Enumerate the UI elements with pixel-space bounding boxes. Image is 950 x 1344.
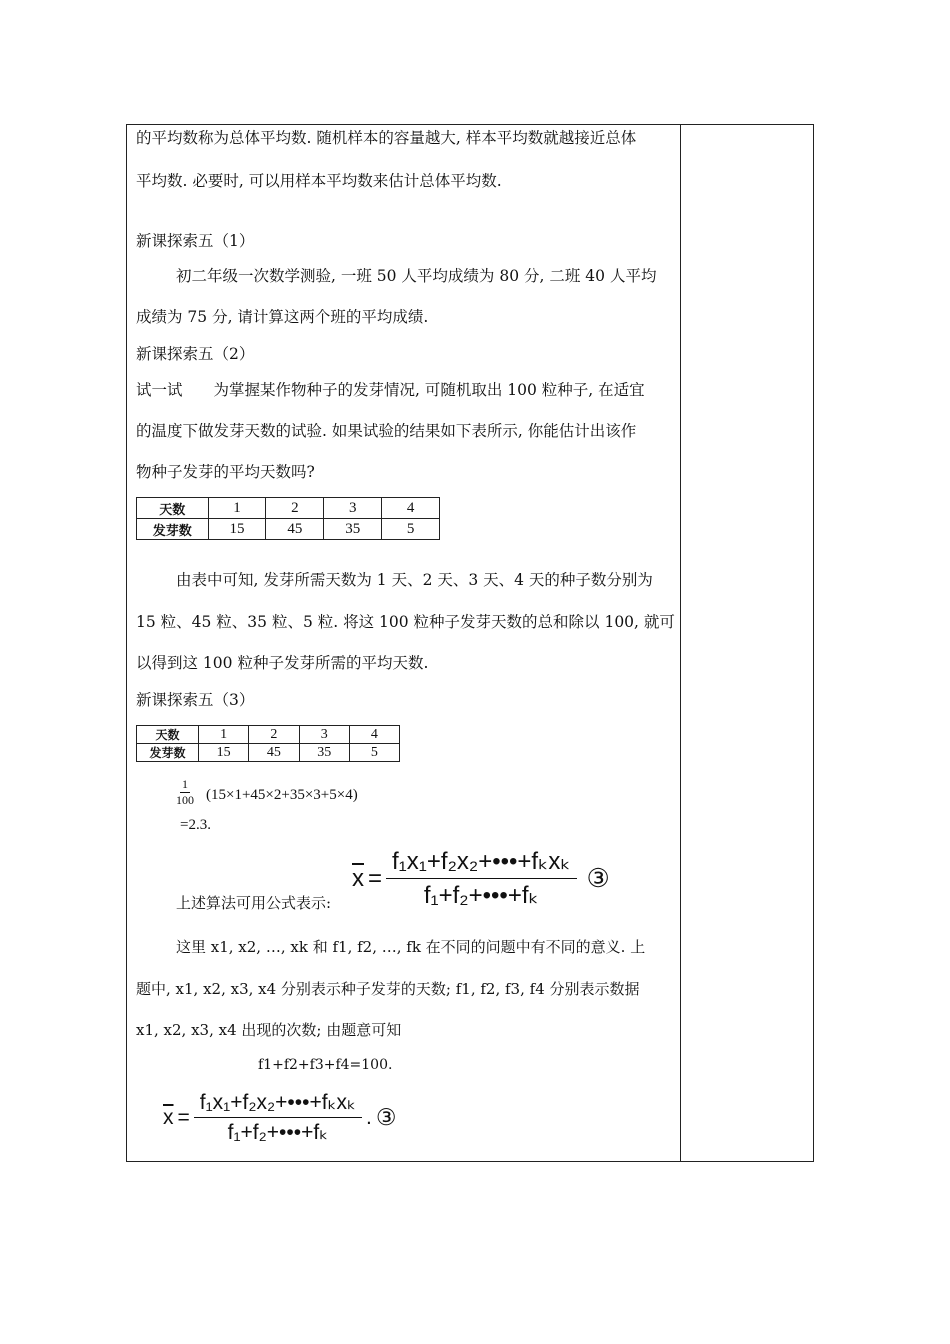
table-cell: 5 — [382, 519, 440, 540]
table-cell: 35 — [324, 519, 382, 540]
table-cell: 1 — [208, 498, 266, 519]
equation-label: ③ — [586, 863, 610, 893]
formula-numerator: f₁x₁+f₂x₂+•••+fₖxₖ — [194, 1090, 362, 1118]
x-bar-symbol: $\overline{x}$ — [352, 864, 364, 892]
germination-table-small — [136, 725, 400, 762]
germination-table — [136, 497, 440, 540]
table-cell: 发芽数 — [137, 519, 209, 540]
equals-sign: = — [368, 864, 383, 892]
text-line: 成绩为 75 分, 请计算这两个班的平均成绩. — [136, 308, 429, 326]
table-cell: 1 — [199, 726, 249, 744]
table-cell: 天数 — [137, 726, 199, 744]
formula-fraction — [194, 1090, 362, 1145]
fraction-numerator: 1 — [182, 777, 188, 791]
period: . — [365, 1105, 372, 1129]
table-cell: 天数 — [137, 498, 209, 519]
text-line: 15 粒、45 粒、35 粒、5 粒. 将这 100 粒种子发芽天数的总和除以 100, 就可 — [136, 613, 675, 631]
text-line: 这里 x1, x2, …, xk 和 f1, f2, …, fk 在不同的问题中有不同的意义. 上 — [176, 938, 646, 956]
text-line: 试一试 为掌握某作物种子的发芽情况, 可随机取出 100 粒种子, 在适宜 — [136, 381, 645, 399]
text-line: 平均数. 必要时, 可以用样本平均数来估计总体平均数. — [136, 172, 502, 190]
table-row — [137, 726, 400, 744]
formula-fraction — [386, 847, 577, 910]
table-cell: 发芽数 — [137, 744, 199, 762]
text-line: 物种子发芽的平均天数吗? — [136, 463, 315, 481]
calculation-expression: (15×1+45×2+35×3+5×4) — [206, 787, 358, 803]
table-cell: 4 — [349, 726, 399, 744]
table-cell: 45 — [249, 744, 299, 762]
table-cell: 5 — [349, 744, 399, 762]
table-row — [137, 519, 440, 540]
text-line: 的温度下做发芽天数的试验. 如果试验的结果如下表所示, 你能估计出该作 — [136, 422, 637, 440]
mean-formula — [352, 847, 610, 910]
column-divider — [680, 124, 681, 1162]
text-line: 初二年级一次数学测验, 一班 50 人平均成绩为 80 分, 二班 40 人平均 — [176, 267, 657, 285]
text-line: 题中, x1, x2, x3, x4 分别表示种子发芽的天数; f1, f2, f3, f4 分别表示数据 — [136, 980, 640, 998]
formula-denominator: f₁+f₂+•••+fₖ — [227, 1121, 329, 1144]
fraction-one-hundredth — [176, 777, 194, 808]
table-cell: 3 — [324, 498, 382, 519]
table-cell: 15 — [199, 744, 249, 762]
table-cell: 35 — [299, 744, 349, 762]
table-cell: 2 — [266, 498, 324, 519]
mean-formula-repeat — [163, 1090, 396, 1145]
table-cell: 15 — [208, 519, 266, 540]
x-bar-symbol: $\overline{x}$ — [163, 1105, 174, 1129]
section-heading: 新课探索五（1） — [136, 232, 255, 250]
equation-label: ③ — [375, 1104, 397, 1130]
formula-intro: 上述算法可用公式表示: — [176, 894, 332, 912]
table-cell: 4 — [382, 498, 440, 519]
table-row — [137, 744, 400, 762]
text-line: 由表中可知, 发芽所需天数为 1 天、2 天、3 天、4 天的种子数分别为 — [176, 571, 653, 589]
text-line: 的平均数称为总体平均数. 随机样本的容量越大, 样本平均数就越接近总体 — [136, 129, 637, 147]
fraction-denominator: 100 — [176, 793, 194, 807]
calculation-result: =2.3. — [180, 817, 211, 833]
table-cell: 45 — [266, 519, 324, 540]
text-line: 以得到这 100 粒种子发芽所需的平均天数. — [136, 654, 429, 672]
formula-denominator: f₁+f₂+•••+fₖ — [423, 882, 539, 909]
sum-equation: f1+f2+f3+f4=100. — [258, 1057, 393, 1073]
equals-sign: = — [177, 1105, 190, 1129]
section-heading: 新课探索五（3） — [136, 691, 255, 709]
table-cell: 2 — [249, 726, 299, 744]
table-row — [137, 498, 440, 519]
text-line: x1, x2, x3, x4 出现的次数; 由题意可知 — [136, 1021, 402, 1039]
section-heading: 新课探索五（2） — [136, 345, 255, 363]
formula-numerator: f₁x₁+f₂x₂+•••+fₖxₖ — [386, 847, 577, 879]
table-cell: 3 — [299, 726, 349, 744]
